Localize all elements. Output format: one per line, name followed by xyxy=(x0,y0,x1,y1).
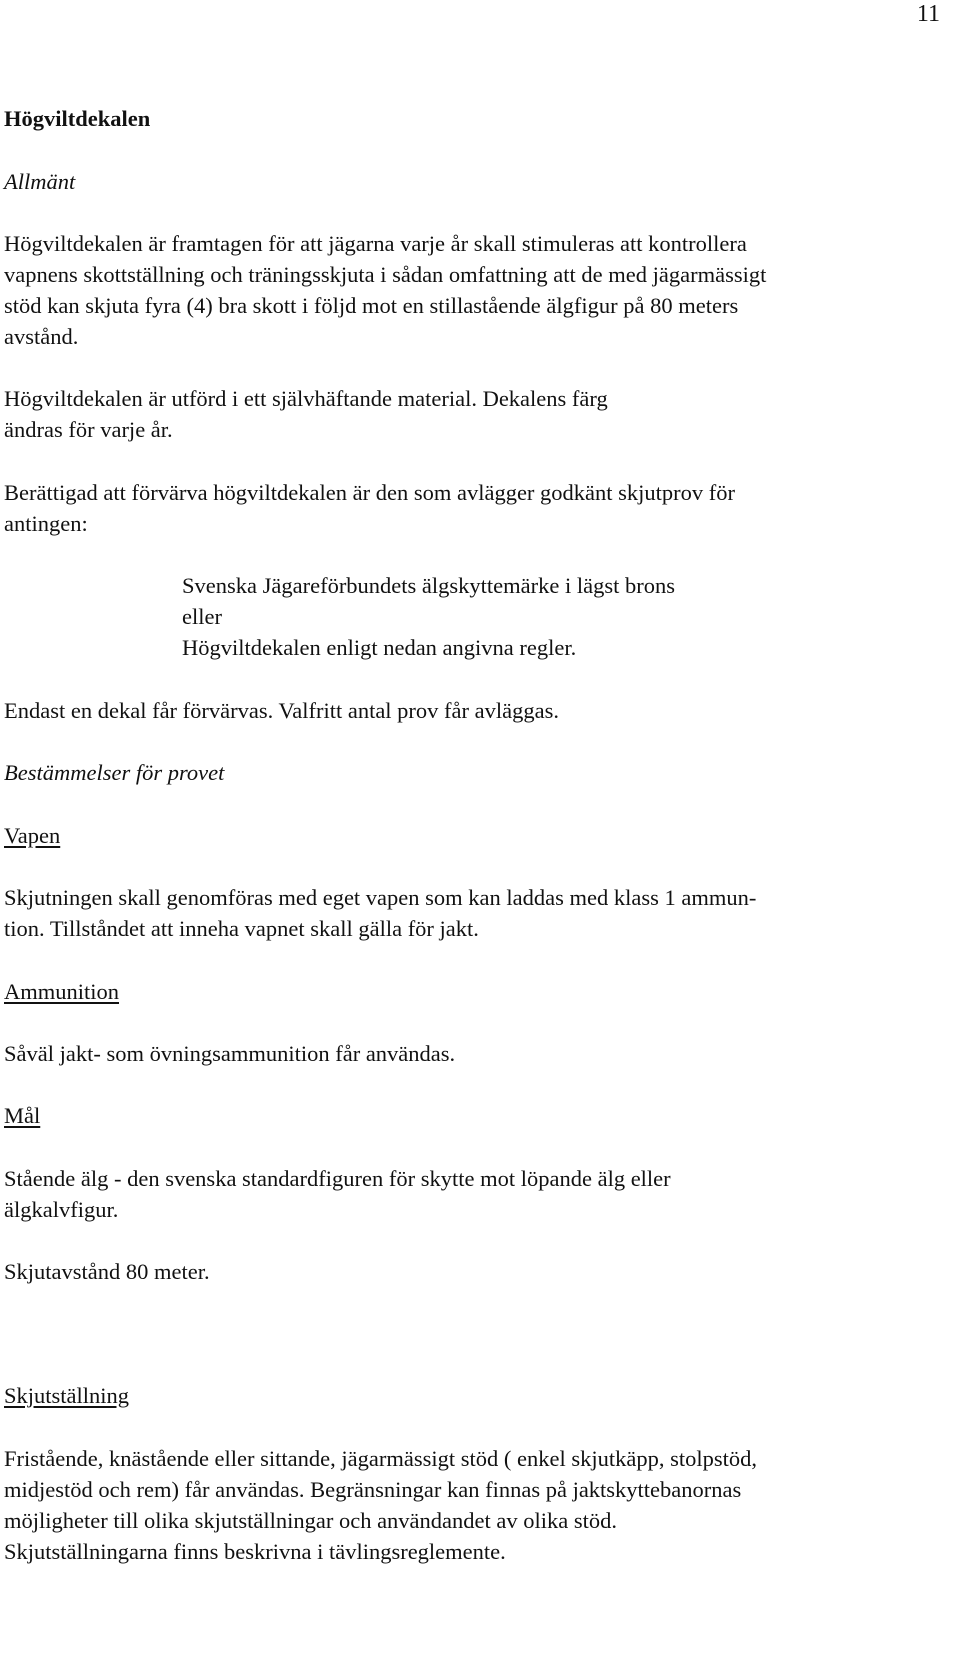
options-list xyxy=(182,570,675,663)
material-line: Högviltdekalen är utförd i ett självhäftande material. Dekalens färg xyxy=(4,386,608,411)
skjutstallning-line: möjligheter till olika skjutställningar och användandet av olika stöd. xyxy=(4,1508,617,1533)
skjutstallning-paragraph xyxy=(4,1443,757,1567)
vapen-line: tion. Tillståndet att inneha vapnet skall gälla för jakt. xyxy=(4,916,479,941)
intro-line: avstånd. xyxy=(4,324,79,349)
ammunition-paragraph: Såväl jakt- som övningsammunition får användas. xyxy=(4,1041,456,1066)
heading-mal: Mål xyxy=(4,1103,41,1128)
vapen-line: Skjutningen skall genomföras med eget vapen som kan laddas med klass 1 ammun- xyxy=(4,885,757,910)
eligibility-line: antingen: xyxy=(4,511,88,536)
skjutstallning-line: Skjutställningarna finns beskrivna i tävlingsreglemente. xyxy=(4,1539,506,1564)
section-heading-allmant: Allmänt xyxy=(4,169,76,194)
intro-line: stöd kan skjuta fyra (4) bra skott i följd mot en stillastående älgfigur på 80 meters xyxy=(4,293,739,318)
mal-line: älgkalvfigur. xyxy=(4,1197,119,1222)
material-paragraph xyxy=(4,383,608,445)
document-title: Högviltdekalen xyxy=(4,106,151,131)
option-line: Högviltdekalen enligt nedan angivna regler. xyxy=(182,635,577,660)
distance-paragraph: Skjutavstånd 80 meter. xyxy=(4,1259,210,1284)
heading-ammunition: Ammunition xyxy=(4,979,120,1004)
heading-skjutstallning: Skjutställning xyxy=(4,1383,130,1408)
vapen-paragraph xyxy=(4,882,756,944)
option-line: Svenska Jägareförbundets älgskyttemärke i lägst brons xyxy=(182,573,676,598)
option-line: eller xyxy=(182,604,222,629)
section-heading-rules: Bestämmelser för provet xyxy=(4,760,225,785)
material-line: ändras för varje år. xyxy=(4,417,173,442)
mal-line: Stående älg - den svenska standardfiguren för skytte mot löpande älg eller xyxy=(4,1166,671,1191)
skjutstallning-line: Fristående, knästående eller sittande, jägarmässigt stöd ( enkel skjutkäpp, stolpstöd, xyxy=(4,1446,757,1471)
eligibility-paragraph xyxy=(4,477,735,539)
page-number: 11 xyxy=(916,1,940,27)
intro-line: Högviltdekalen är framtagen för att jägarna varje år skall stimuleras att kontrollera xyxy=(4,231,747,256)
intro-line: vapnens skottställning och träningsskjuta i sådan omfattning att de med jägarmässigt xyxy=(4,262,767,287)
only-one-paragraph: Endast en dekal får förvärvas. Valfritt antal prov får avläggas. xyxy=(4,698,559,723)
eligibility-line: Berättigad att förvärva högviltdekalen är den som avlägger godkänt skjutprov för xyxy=(4,480,736,505)
mal-paragraph xyxy=(4,1163,671,1225)
heading-vapen: Vapen xyxy=(4,823,61,848)
skjutstallning-line: midjestöd och rem) får användas. Begränsningar kan finnas på jaktskyttebanornas xyxy=(4,1477,742,1502)
intro-paragraph xyxy=(4,228,766,352)
